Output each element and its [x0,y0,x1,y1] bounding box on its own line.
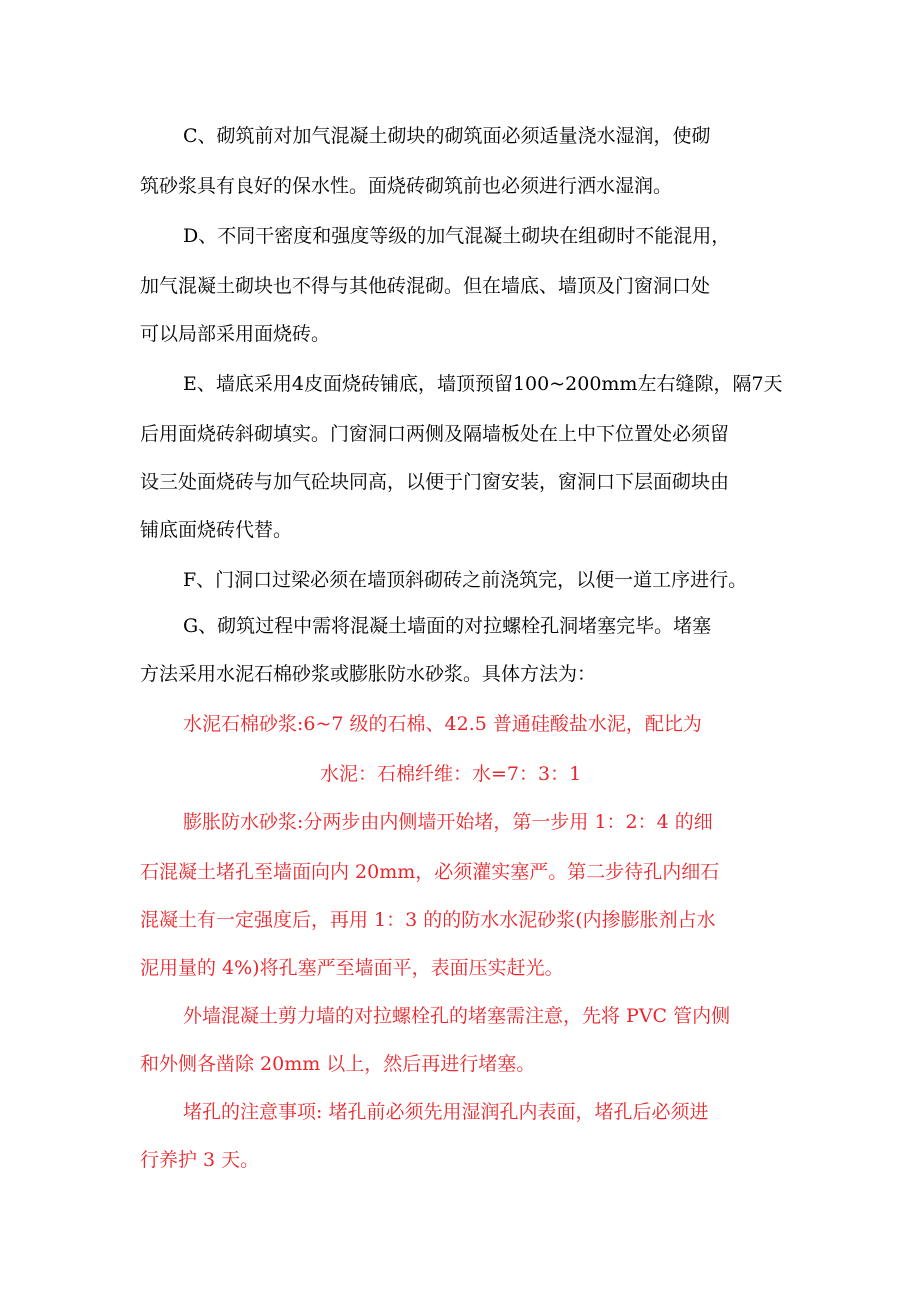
paragraph-e-line-3: 设三处面烧砖与加气砼块同高，以便于门窗安装，窗洞口下层面砌块由 [140,471,730,493]
paragraph-g-line-1: G、砌筑过程中需将混凝土墙面的对拉螺栓孔洞堵塞完毕。堵塞 [183,615,712,637]
paragraph-d-line-3: 可以局部采用面烧砖。 [140,323,331,345]
paragraph-e-line-4: 铺底面烧砖代替。 [140,519,293,541]
paragraph-d-line-1: D、不同干密度和强度等级的加气混凝土砌块在组砌时不能混用， [183,225,731,247]
notes-line-1: 堵孔的注意事项: 堵孔前必须先用湿润孔内表面，堵孔后必须进 [183,1101,709,1123]
cement-asbestos-line-1: 水泥石棉砂浆:6~7 级的石棉、42.5 普通硅酸盐水泥，配比为 [183,713,702,735]
exterior-wall-line-1: 外墙混凝土剪力墙的对拉螺栓孔的堵塞需注意，先将 PVC 管内侧 [183,1005,731,1027]
paragraph-e-line-1: E、墙底采用4皮面烧砖铺底，墙顶预留100~200mm左右缝隙，隔7天 [183,373,783,395]
paragraph-f-line-1: F、门洞口过梁必须在墙顶斜砌砖之前浇筑完，以便一道工序进行。 [183,569,748,591]
expansion-mortar-line-3: 混凝土有一定强度后，再用 1：3 的的防水水泥砂浆(内掺膨胀剂占水 [140,909,716,931]
notes-line-2: 行养护 3 天。 [140,1149,260,1171]
cement-asbestos-ratio: 水泥：石棉纤维：水=7：3：1 [320,763,582,785]
paragraph-c-line-1: C、砌筑前对加气混凝土砌块的砌筑面必须适量浇水湿润，使砌 [183,125,711,147]
paragraph-d-line-2: 加气混凝土砌块也不得与其他砖混砌。但在墙底、墙顶及门窗洞口处 [140,275,711,297]
paragraph-e-line-2: 后用面烧砖斜砌填实。门窗洞口两侧及隔墙板处在上中下位置处必须留 [140,423,730,445]
expansion-mortar-line-1: 膨胀防水砂浆:分两步由内侧墙开始堵，第一步用 1：2：4 的细 [183,811,713,833]
expansion-mortar-line-4: 泥用量的 4%)将孔塞严至墙面平，表面压实赶光。 [140,957,564,979]
expansion-mortar-line-2: 石混凝土堵孔至墙面向内 20mm，必须灌实塞严。第二步待孔内细石 [140,861,720,883]
exterior-wall-line-2: 和外侧各凿除 20mm 以上，然后再进行堵塞。 [140,1053,536,1075]
paragraph-g-line-2: 方法采用水泥石棉砂浆或膨胀防水砂浆。具体方法为： [140,663,597,685]
paragraph-c-line-2: 筑砂浆具有良好的保水性。面烧砖砌筑前也必须进行洒水湿润。 [140,175,673,197]
